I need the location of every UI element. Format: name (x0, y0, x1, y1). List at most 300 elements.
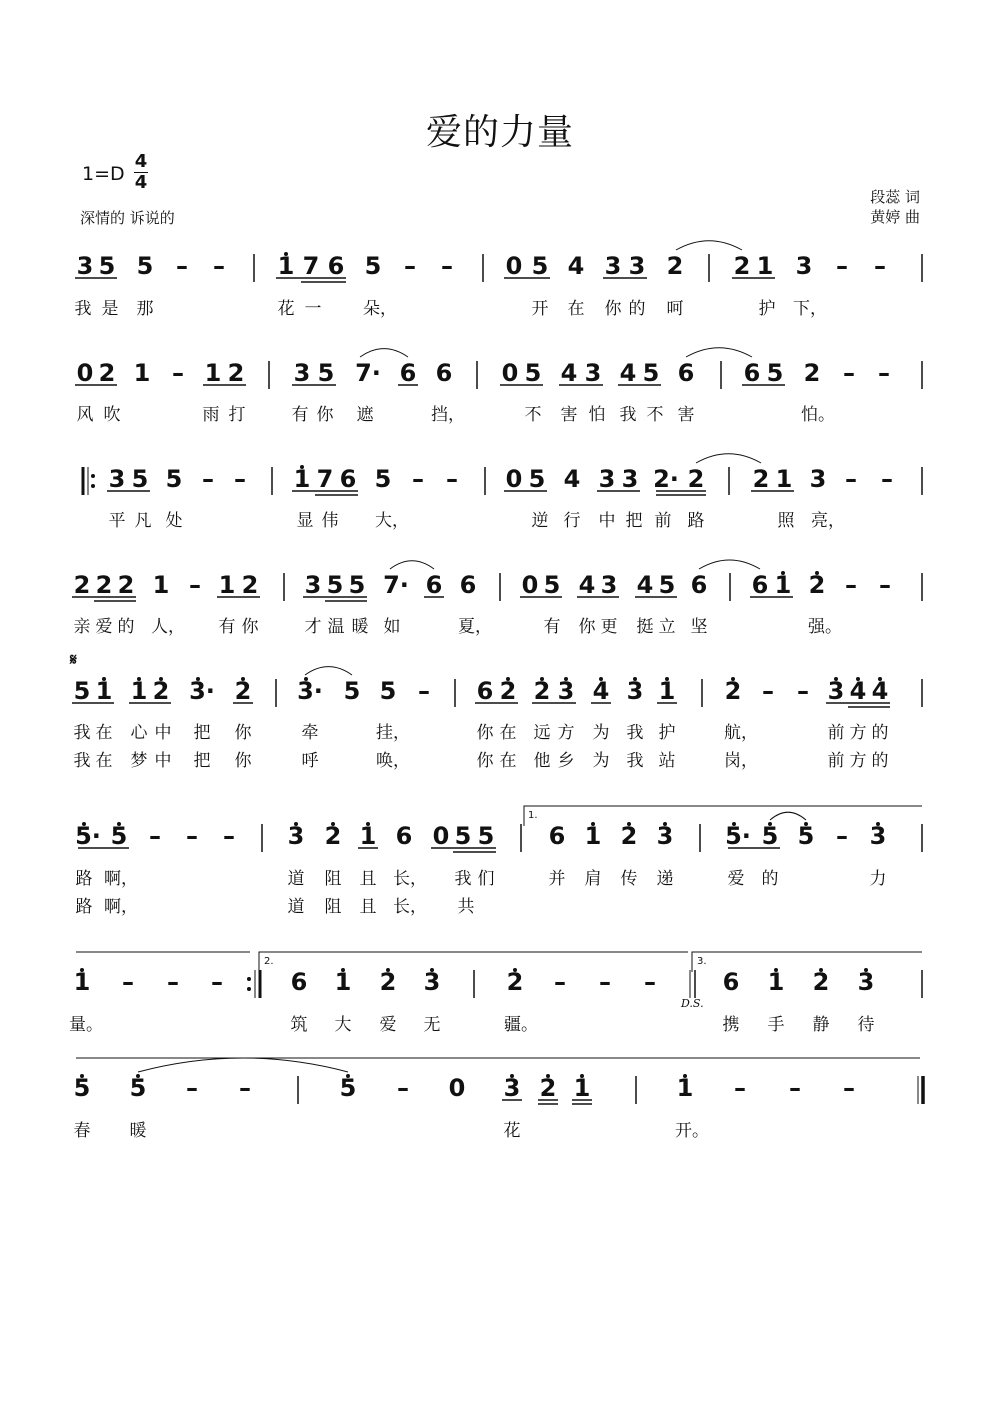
lyric: 的 (761, 869, 779, 889)
note: 4 (578, 571, 596, 599)
lyric: 路 (687, 511, 705, 531)
lyric-verse2: 站 (658, 751, 676, 771)
note: 2 (499, 677, 517, 705)
lyric: 坚 (690, 617, 708, 637)
note: 3 (76, 252, 94, 280)
note: – (189, 571, 201, 599)
note: 3 (621, 465, 639, 493)
note: 2 (73, 571, 91, 599)
note: – (446, 465, 458, 493)
note: 3 (809, 465, 827, 493)
slur (770, 812, 806, 820)
slur (696, 454, 761, 463)
note: 5 (797, 822, 815, 850)
volta-3-label: 3. (697, 956, 707, 967)
note: 5 (642, 359, 660, 387)
repeat-dot (247, 987, 251, 991)
lyric: 爱 (95, 617, 113, 637)
note: 6 (399, 359, 417, 387)
lyric: 在 (567, 299, 585, 319)
note: 0 (505, 252, 523, 280)
lyric: 我 (619, 405, 637, 425)
lyric-verse2: 阻 (324, 897, 342, 917)
lyric: 你 (476, 723, 494, 743)
note: – (441, 252, 453, 280)
note: – (202, 465, 214, 493)
lyric: 行 (563, 511, 581, 531)
note: 6 (435, 359, 453, 387)
note: 3 (304, 571, 322, 599)
note: – (213, 252, 225, 280)
note: 5 (343, 677, 361, 705)
note: 1 (359, 822, 377, 850)
note: 1 (95, 677, 113, 705)
note: 5· (725, 822, 751, 850)
lyric: 筑 (290, 1015, 308, 1035)
slur (305, 667, 352, 675)
lyric: 照 (777, 511, 795, 531)
note: 2 (687, 465, 705, 493)
lyric: 怕。 (801, 405, 835, 425)
composer: 黄婷 曲 (870, 208, 920, 226)
segno-sign: 𝄋 (70, 650, 77, 669)
note: 3 (584, 359, 602, 387)
note: 3 (604, 252, 622, 280)
lyric: 在 (499, 723, 517, 743)
note: 5 (73, 677, 91, 705)
note: 6 (339, 465, 357, 493)
lyric-verse2: 道 (287, 897, 305, 917)
note: 1 (130, 677, 148, 705)
note: 5 (131, 465, 149, 493)
lyric: 呵 (666, 299, 684, 319)
note: – (836, 252, 848, 280)
note: 3 (598, 465, 616, 493)
note: 5 (364, 252, 382, 280)
note: 1 (658, 677, 676, 705)
lyric: 爱 (727, 869, 745, 889)
note: 1 (73, 968, 91, 996)
lyric: 你 (241, 617, 259, 637)
lyric: 亲 (73, 617, 91, 637)
note: 5 (339, 1074, 357, 1102)
note: 2 (724, 677, 742, 705)
note: – (122, 968, 134, 996)
note: 0 (521, 571, 539, 599)
note: 2 (95, 571, 113, 599)
lyric: 更 (600, 617, 618, 637)
lyric: 我 (74, 299, 92, 319)
lyric-verse2: 前 (827, 751, 845, 771)
lyric-verse2: 且 (359, 897, 377, 917)
note: 2 (808, 571, 826, 599)
tempo-marking: 深情的 诉说的 (80, 209, 175, 227)
note: 4 (849, 677, 867, 705)
note: 6 (677, 359, 695, 387)
lyric: 递 (656, 869, 674, 889)
lyric: 才 (304, 617, 322, 637)
note: 1 (218, 571, 236, 599)
note: 3 (557, 677, 575, 705)
note: – (167, 968, 179, 996)
note: 5 (165, 465, 183, 493)
note: 3 (626, 677, 644, 705)
note: 6 (743, 359, 761, 387)
slur (138, 1058, 348, 1072)
note: 2 (620, 822, 638, 850)
repeat-dot (247, 977, 251, 981)
lyric: 量。 (69, 1015, 103, 1035)
note: – (599, 968, 611, 996)
lyric: 中 (154, 723, 172, 743)
note: 5 (129, 1074, 147, 1102)
lyric-verse2: 的 (871, 751, 889, 771)
note: – (874, 252, 886, 280)
lyric: 打 (228, 405, 246, 425)
lyric: 航， (724, 723, 758, 743)
note: – (234, 465, 246, 493)
note: 3 (287, 822, 305, 850)
lyric: 夏， (458, 617, 492, 637)
note: 3 (293, 359, 311, 387)
note: 1 (204, 359, 222, 387)
note: – (149, 822, 161, 850)
note: 5 (528, 465, 546, 493)
note: 5 (98, 252, 116, 280)
lyric: 护 (758, 299, 776, 319)
lyric: 护 (658, 723, 676, 743)
lyric: 有 (218, 617, 236, 637)
slur (676, 241, 742, 250)
repeat-dot (91, 484, 95, 488)
note: 6 (722, 968, 740, 996)
lyric: 温 (327, 617, 345, 637)
lyric: 牵 (301, 723, 319, 743)
note: 3 (600, 571, 618, 599)
note: 1 (756, 252, 774, 280)
note: – (797, 677, 809, 705)
note: – (878, 359, 890, 387)
lyric: 怕 (588, 405, 606, 425)
note: 2 (539, 1074, 557, 1102)
slur (360, 349, 408, 357)
lyric: 的 (117, 617, 135, 637)
lyric: 花 (503, 1121, 521, 1141)
lyric: 长， (393, 869, 427, 889)
note: 4 (592, 677, 610, 705)
note: 1 (767, 968, 785, 996)
lyric: 雨 (202, 405, 220, 425)
lyric-verse2: 梦 (130, 751, 148, 771)
lyric: 你 (604, 299, 622, 319)
lyric: 肩 (584, 869, 602, 889)
note: 3 (108, 465, 126, 493)
lyric: 中 (598, 511, 616, 531)
lyric: 道 (287, 869, 305, 889)
lyric: 把 (193, 723, 211, 743)
lyric-verse2: 乡 (557, 751, 575, 771)
lyric: 朵， (363, 299, 397, 319)
lyric-verse2: 唤， (376, 751, 410, 771)
volta-1-label: 1. (528, 810, 538, 821)
lyric: 路 (75, 869, 93, 889)
lyric: 挡， (431, 405, 465, 425)
lyric: 吹 (103, 405, 121, 425)
lyric: 在 (95, 723, 113, 743)
volta-row7-lines (73, 952, 922, 1058)
note: 5 (543, 571, 561, 599)
note: – (186, 822, 198, 850)
note: 6 (327, 252, 345, 280)
lyric: 那 (136, 299, 154, 319)
lyric: 并 (548, 869, 566, 889)
lyric: 如 (383, 617, 401, 637)
note: – (843, 1074, 855, 1102)
lyric: 大 (334, 1015, 352, 1035)
time-numerator: 4 (134, 151, 148, 172)
lyric: 你 (316, 405, 334, 425)
lyric-verse2: 他 (533, 751, 551, 771)
note: 1 (676, 1074, 694, 1102)
note: – (554, 968, 566, 996)
volta-2-label: 2. (264, 956, 274, 967)
note: – (397, 1074, 409, 1102)
lyric: 我 (454, 869, 472, 889)
lyric: 不 (646, 405, 664, 425)
note: 5 (531, 252, 549, 280)
lyric-verse2: 岗， (724, 751, 758, 771)
lyric: 疆。 (504, 1015, 538, 1035)
lyric: 且 (359, 869, 377, 889)
note: 5 (477, 822, 495, 850)
note: 0 (432, 822, 450, 850)
note: – (879, 571, 891, 599)
note: 6 (548, 822, 566, 850)
lyric-verse2: 我 (626, 751, 644, 771)
note: 5 (326, 571, 344, 599)
note: – (404, 252, 416, 280)
note: – (412, 465, 424, 493)
note: – (223, 822, 235, 850)
note: 2 (752, 465, 770, 493)
lyric-verse2: 路 (75, 897, 93, 917)
lyric: 爱 (379, 1015, 397, 1035)
note: 6 (290, 968, 308, 996)
lyric: 有 (543, 617, 561, 637)
lyric: 平 (108, 511, 126, 531)
lyric: 的 (628, 299, 646, 319)
note: – (211, 968, 223, 996)
note: 6 (425, 571, 443, 599)
lyric: 显 (296, 511, 314, 531)
lyric: 强。 (808, 617, 842, 637)
note: – (836, 822, 848, 850)
lyric: 方 (557, 723, 575, 743)
note: 5 (761, 822, 779, 850)
slur (390, 561, 434, 569)
lyric-verse2: 长， (393, 897, 427, 917)
note: 2 (812, 968, 830, 996)
note: 3· (189, 677, 215, 705)
lyric: 遮 (356, 405, 374, 425)
lyric: 有 (291, 405, 309, 425)
note: 7· (355, 359, 381, 387)
note: 7 (316, 465, 334, 493)
note: 1 (573, 1074, 591, 1102)
lyric: 无 (423, 1015, 441, 1035)
note: 5 (374, 465, 392, 493)
lyric: 凡 (134, 511, 152, 531)
note: – (845, 571, 857, 599)
lyric: 传 (620, 869, 638, 889)
ds-marking: D.S. (681, 997, 704, 1010)
note: 3 (795, 252, 813, 280)
lyric: 害 (560, 405, 578, 425)
note: 2 (98, 359, 116, 387)
lyric: 你 (234, 723, 252, 743)
note: 5 (524, 359, 542, 387)
lyric: 亮， (811, 511, 845, 531)
lyric-verse2: 共 (457, 897, 475, 917)
note: 5 (379, 677, 397, 705)
lyric: 啊， (104, 869, 138, 889)
note: 2 (733, 252, 751, 280)
note: 2· (653, 465, 679, 493)
note: 6 (751, 571, 769, 599)
note: 3 (857, 968, 875, 996)
lyric: 一 (304, 299, 322, 319)
time-denominator: 4 (134, 172, 148, 193)
note: 2 (533, 677, 551, 705)
slur (686, 348, 752, 357)
note: 4 (560, 359, 578, 387)
note: 5 (658, 571, 676, 599)
note: 4 (636, 571, 654, 599)
lyric: 挺 (636, 617, 654, 637)
note: 0 (76, 359, 94, 387)
lyric: 我 (626, 723, 644, 743)
note: 2 (227, 359, 245, 387)
lyric-verse2: 为 (592, 751, 610, 771)
lyric: 前 (827, 723, 845, 743)
lyric: 力 (869, 869, 887, 889)
note: 2 (241, 571, 259, 599)
note: – (239, 1074, 251, 1102)
lyric: 携 (722, 1015, 740, 1035)
note: – (176, 252, 188, 280)
lyric: 静 (812, 1015, 830, 1035)
note: – (734, 1074, 746, 1102)
lyric: 春 (73, 1121, 91, 1141)
lyric: 们 (477, 869, 495, 889)
lyric: 不 (524, 405, 542, 425)
note: 4 (619, 359, 637, 387)
lyric-verse2: 你 (476, 751, 494, 771)
note: 3 (656, 822, 674, 850)
lyric: 风 (76, 405, 94, 425)
note: 1 (584, 822, 602, 850)
lyric-verse2: 中 (154, 751, 172, 771)
lyric: 逆 (531, 511, 549, 531)
note: 3 (503, 1074, 521, 1102)
note: 5 (136, 252, 154, 280)
lyric-verse2: 啊， (104, 897, 138, 917)
note: – (186, 1074, 198, 1102)
note: 1 (775, 465, 793, 493)
note: 5· (75, 822, 101, 850)
lyric: 立 (658, 617, 676, 637)
note: 2 (803, 359, 821, 387)
lyric: 暖 (351, 617, 369, 637)
note: 2 (379, 968, 397, 996)
lyricist: 段蕊 词 (870, 188, 920, 206)
lyric: 挂， (376, 723, 410, 743)
lyric: 伟 (321, 511, 339, 531)
note: 5 (73, 1074, 91, 1102)
lyric: 花 (277, 299, 295, 319)
note: – (762, 677, 774, 705)
note: – (172, 359, 184, 387)
note: 3· (297, 677, 323, 705)
lyric-verse2: 方 (849, 751, 867, 771)
note: – (644, 968, 656, 996)
lyric-verse2: 我 (73, 751, 91, 771)
note: 0 (448, 1074, 466, 1102)
note: 2 (234, 677, 252, 705)
key-signature: 1=D (82, 163, 125, 185)
lyric: 你 (578, 617, 596, 637)
note: 5 (766, 359, 784, 387)
note: 3 (869, 822, 887, 850)
lyric: 大， (375, 511, 409, 531)
note: – (845, 465, 857, 493)
lyric: 的 (871, 723, 889, 743)
note: 3 (827, 677, 845, 705)
note: 5 (317, 359, 335, 387)
repeat-dot (91, 474, 95, 478)
note: – (881, 465, 893, 493)
lyric: 前 (654, 511, 672, 531)
lyric: 心 (130, 723, 148, 743)
lyric: 人， (151, 617, 185, 637)
note: 3 (423, 968, 441, 996)
lyric: 待 (857, 1015, 875, 1035)
lyric: 远 (533, 723, 551, 743)
note: 0 (501, 359, 519, 387)
note: – (843, 359, 855, 387)
lyric: 暖 (129, 1121, 147, 1141)
lyric: 阻 (324, 869, 342, 889)
note: 1 (277, 252, 295, 280)
lyric: 方 (849, 723, 867, 743)
lyric: 手 (767, 1015, 785, 1035)
lyric-verse2: 把 (193, 751, 211, 771)
lyric: 开 (531, 299, 549, 319)
note: 1 (133, 359, 151, 387)
lyric: 为 (592, 723, 610, 743)
note: 1 (293, 465, 311, 493)
note: – (789, 1074, 801, 1102)
lyric-verse2: 呼 (301, 751, 319, 771)
note: 5 (348, 571, 366, 599)
note: 4 (563, 465, 581, 493)
note: 5 (110, 822, 128, 850)
note: 6 (690, 571, 708, 599)
lyric: 是 (101, 299, 119, 319)
lyric-verse2: 在 (499, 751, 517, 771)
note: 2 (506, 968, 524, 996)
lyric: 把 (625, 511, 643, 531)
